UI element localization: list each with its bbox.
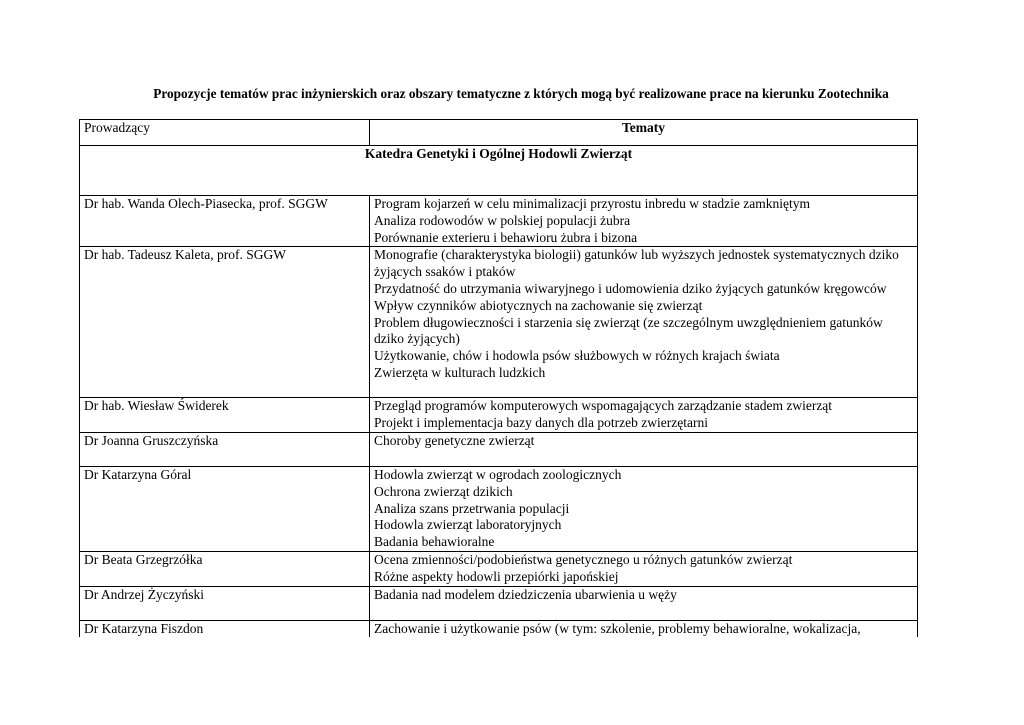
supervisor-cell: Dr hab. Wanda Olech-Piasecka, prof. SGGW [80,196,370,247]
topics-cell [370,432,918,466]
topic-item: Zachowanie i użytkowanie psów (w tym: szkolenie, problemy behawioralne, wokalizacja, [374,620,861,636]
topic-item: Porównanie exterieru i behawioru żubra i bizona [374,229,638,245]
table-row [80,247,918,398]
topic-item: Analiza szans przetrwania populacji [374,500,570,516]
table-row [80,586,918,620]
topics-cell [370,620,918,637]
topics-cell [370,247,918,398]
supervisor-cell: Dr Beata Grzegrzółka [80,551,370,586]
topic-item: Analiza rodowodów w polskiej populacji żubra [374,212,631,228]
table-row [80,398,918,433]
document-title: Propozycje tematów prac inżynierskich oraz obszary tematyczne z których mogą być realizowane prace na kierunku Zootechnika [153,86,889,101]
topic-item: Hodowla zwierząt laboratoryjnych [374,517,562,533]
department-row [80,146,918,196]
header-topics: Tematy [370,120,918,146]
topics-cell [370,551,918,586]
supervisor-cell: Dr hab. Wiesław Świderek [80,398,370,433]
table-header-row [80,120,918,146]
topic-item: Zwierzęta w kulturach ludzkich [374,364,546,380]
topic-item: Badania behawioralne [374,534,495,550]
topic-item: Użytkowanie, chów i hodowla psów służbowych w różnych krajach świata [374,348,780,364]
topics-cell [370,466,918,551]
table-row [80,196,918,247]
topic-item: Monografie (charakterystyka biologii) gatunków lub wyższych jednostek systematycznych dziko żyjących ssaków i ptaków [374,247,899,280]
topic-item: Choroby genetyczne zwierząt [374,432,535,448]
supervisor-cell: Dr Katarzyna Góral [80,466,370,551]
department-name: Katedra Genetyki i Ogólnej Hodowli Zwierząt [80,146,918,196]
topic-item: Badania nad modelem dziedziczenia ubarwienia u węży [374,586,677,602]
supervisor-cell: Dr Andrzej Życzyński [80,586,370,620]
topic-item: Różne aspekty hodowli przepiórki japońskiej [374,568,619,584]
topics-cell [370,586,918,620]
table-row [80,551,918,586]
table-row [80,620,918,637]
table-row [80,466,918,551]
topics-cell [370,196,918,247]
topic-item: Hodowla zwierząt w ogrodach zoologicznych [374,466,622,482]
topic-item: Wpływ czynników abiotycznych na zachowanie się zwierząt [374,297,703,313]
topic-item: Przegląd programów komputerowych wspomagających zarządzanie stadem zwierząt [374,398,833,414]
topic-item: Program kojarzeń w celu minimalizacji przyrostu inbredu w stadzie zamkniętym [374,196,810,211]
supervisor-cell: Dr Joanna Gruszczyńska [80,432,370,466]
topic-item: Przydatność do utrzymania wiwaryjnego i udomowienia dziko żyjących gatunków kręgowców [374,280,887,296]
supervisor-cell: Dr hab. Tadeusz Kaleta, prof. SGGW [80,247,370,398]
topic-item: Ochrona zwierząt dzikich [374,483,513,499]
supervisor-cell: Dr Katarzyna Fiszdon [80,620,370,637]
header-supervisor: Prowadzący [80,120,370,146]
topic-item: Problem długowieczności i starzenia się zwierząt (ze szczególnym uwzględnieniem gatunków dziko żyjących) [374,314,883,347]
table-row [80,432,918,466]
topics-cell [370,398,918,433]
topic-item: Projekt i implementacja bazy danych dla potrzeb zwierzętarni [374,415,708,431]
topics-table [79,119,918,637]
topic-item: Ocena zmienności/podobieństwa genetycznego u różnych gatunków zwierząt [374,551,793,567]
